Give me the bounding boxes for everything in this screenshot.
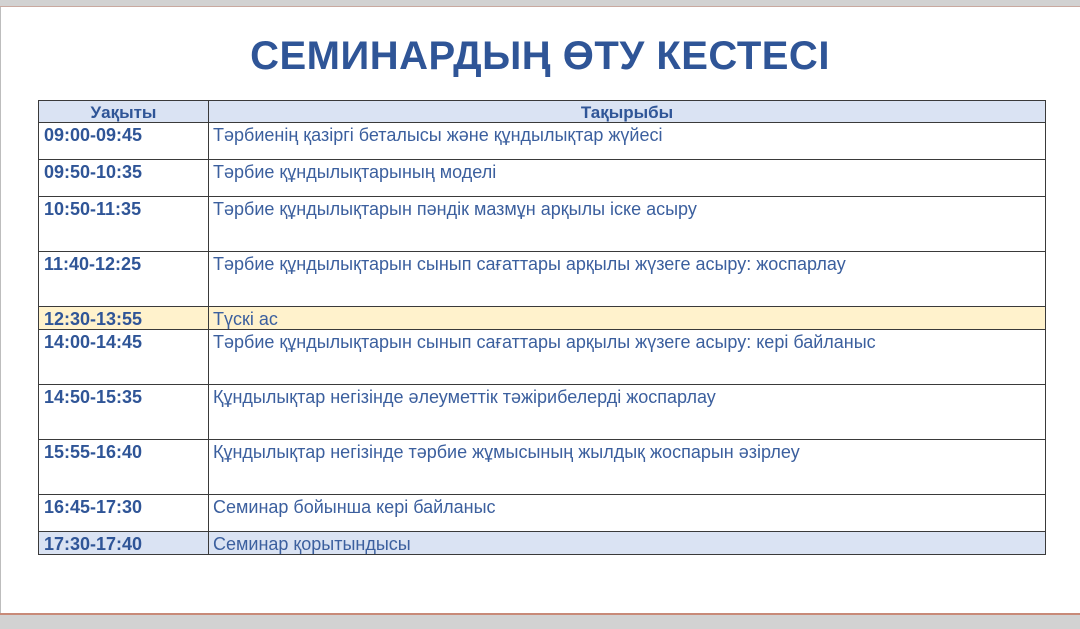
- table-row: [39, 385, 1046, 440]
- topic-cell: Құндылықтар негізінде әлеуметтік тәжірибелерді жоспарлау: [209, 385, 1046, 440]
- topic-cell: Семинар бойынша кері байланыс: [209, 495, 1046, 532]
- topic-cell: Тәрбие құндылықтарын сынып сағаттары арқылы жүзеге асыру: жоспарлау: [209, 252, 1046, 307]
- table-row: [39, 495, 1046, 532]
- time-cell: 14:00-14:45: [39, 330, 209, 385]
- table-row-lunch: [39, 307, 1046, 330]
- time-cell: 12:30-13:55: [39, 307, 209, 330]
- topic-cell: Түскі ас: [209, 307, 1046, 330]
- topic-cell: Тәрбиенің қазіргі беталысы және құндылықтар жүйесі: [209, 123, 1046, 160]
- table-row-final: [39, 532, 1046, 555]
- topic-cell: Тәрбие құндылықтарын пәндік мазмұн арқылы іске асыру: [209, 197, 1046, 252]
- table-row: [39, 252, 1046, 307]
- time-cell: 17:30-17:40: [39, 532, 209, 555]
- table-row: [39, 440, 1046, 495]
- table-row: [39, 330, 1046, 385]
- time-cell: 15:55-16:40: [39, 440, 209, 495]
- column-header-time: Уақыты: [39, 101, 209, 123]
- table-row: [39, 160, 1046, 197]
- time-cell: 09:50-10:35: [39, 160, 209, 197]
- time-cell: 10:50-11:35: [39, 197, 209, 252]
- table-row: [39, 123, 1046, 160]
- slide: [0, 6, 1080, 615]
- column-header-topic: Тақырыбы: [209, 101, 1046, 123]
- topic-cell: Тәрбие құндылықтарының моделі: [209, 160, 1046, 197]
- schedule-table: [38, 100, 1046, 555]
- table-row: [39, 197, 1046, 252]
- time-cell: 11:40-12:25: [39, 252, 209, 307]
- topic-cell: Құндылықтар негізінде тәрбие жұмысының жылдық жоспарын әзірлеу: [209, 440, 1046, 495]
- slide-edge: [0, 7, 1, 613]
- time-cell: 16:45-17:30: [39, 495, 209, 532]
- time-cell: 14:50-15:35: [39, 385, 209, 440]
- page-title: СЕМИНАРДЫҢ ӨТУ КЕСТЕСІ: [250, 34, 830, 78]
- topic-cell: Семинар қорытындысы: [209, 532, 1046, 555]
- topic-cell: Тәрбие құндылықтарын сынып сағаттары арқылы жүзеге асыру: кері байланыс: [209, 330, 1046, 385]
- time-cell: 09:00-09:45: [39, 123, 209, 160]
- table-header-row: [39, 101, 1046, 123]
